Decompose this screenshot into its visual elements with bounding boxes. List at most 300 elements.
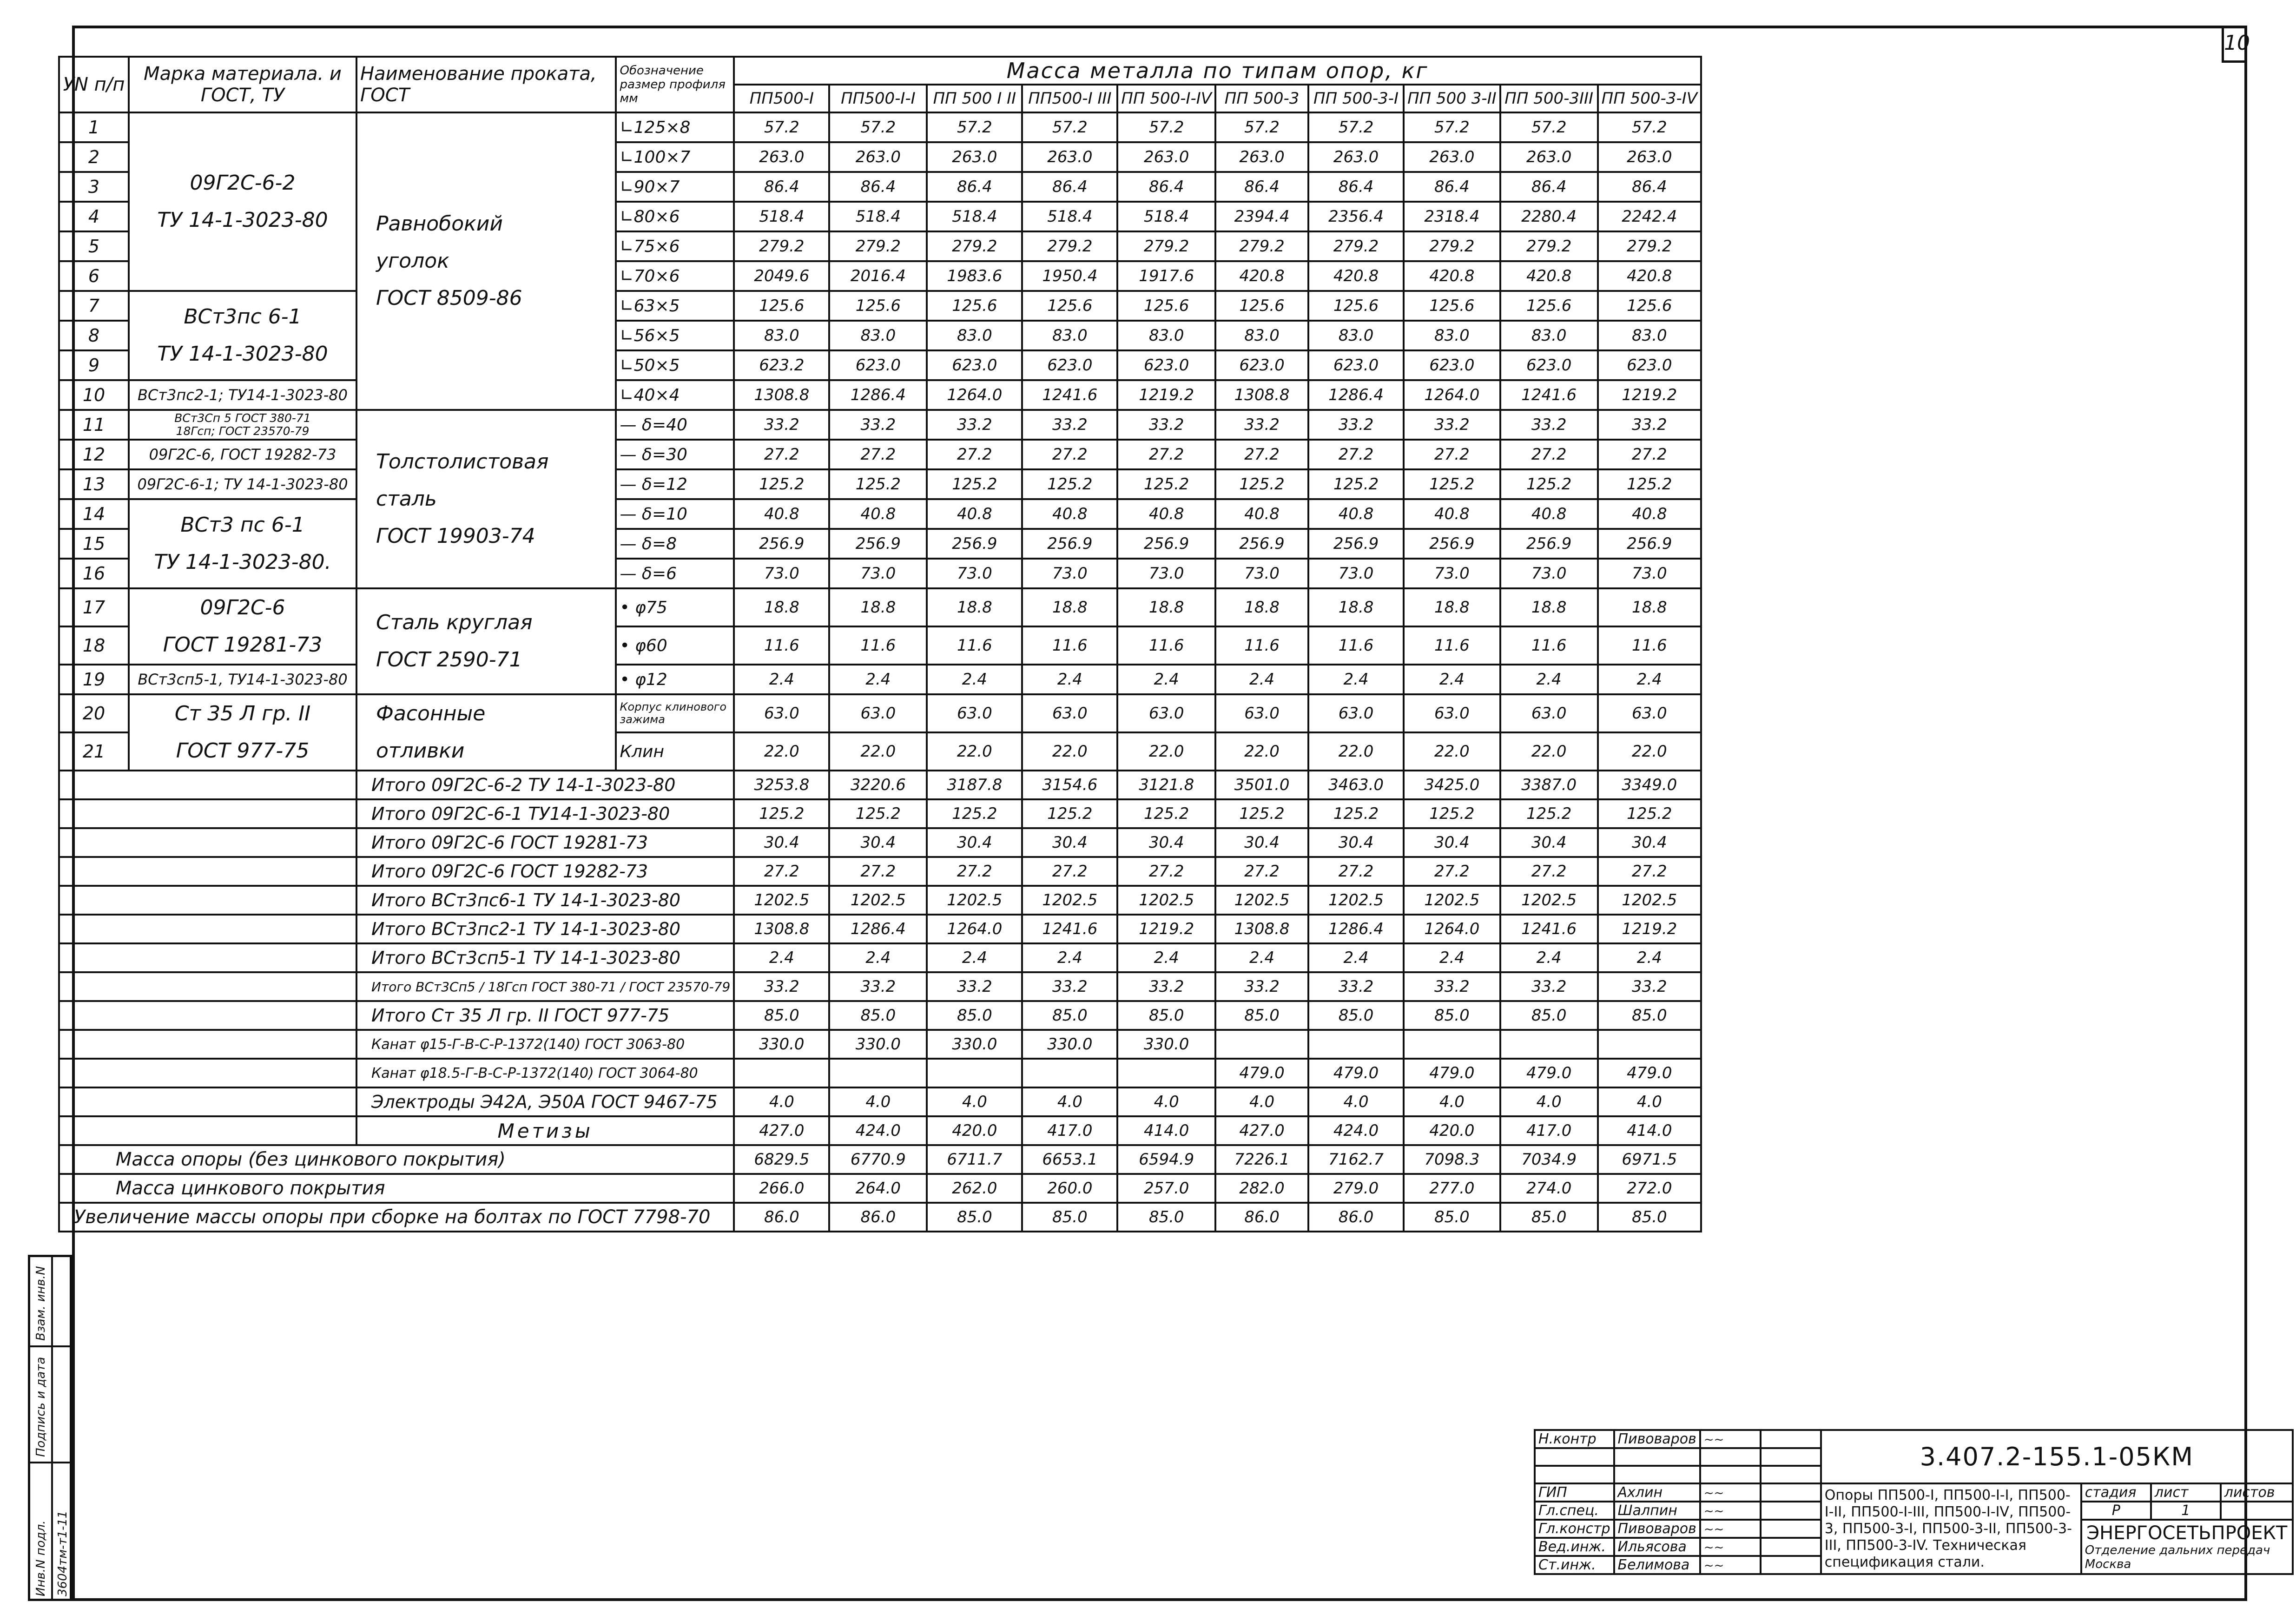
- side-inv-value: 3604тм-т1-11: [56, 1510, 70, 1596]
- total-row: [59, 771, 1701, 799]
- mass-value: 33.2: [1500, 972, 1598, 1001]
- st-inzh-label: Ст.инж.: [1535, 1556, 1614, 1574]
- mass-value: 57.2: [927, 112, 1022, 142]
- mass-value: 420.0: [1404, 1116, 1500, 1145]
- mass-value: 11.6: [829, 626, 927, 665]
- mass-value: 256.9: [1215, 529, 1308, 559]
- mass-value: 623.0: [1404, 350, 1500, 380]
- profile-size: • φ75: [616, 588, 734, 626]
- mass-value: 33.2: [1215, 410, 1308, 440]
- mass-value: 85.0: [1598, 1203, 1701, 1232]
- st-inzh-name: Белимова: [1614, 1556, 1700, 1574]
- mass-value: 3154.6: [1022, 771, 1117, 799]
- mass-value: 40.8: [734, 499, 829, 529]
- table-row: [59, 112, 1701, 142]
- mass-value: 623.0: [1117, 350, 1215, 380]
- mass-value: 414.0: [1117, 1116, 1215, 1145]
- mass-value: 86.0: [1215, 1203, 1308, 1232]
- mass-value: 73.0: [1022, 559, 1117, 588]
- mass-value: 73.0: [927, 559, 1022, 588]
- mass-value: 33.2: [829, 972, 927, 1001]
- mass-value: 6594.9: [1117, 1145, 1215, 1174]
- mass-value: 7226.1: [1215, 1145, 1308, 1174]
- mass-value: 86.4: [1404, 172, 1500, 202]
- mass-value: 264.0: [829, 1174, 927, 1203]
- row-number: 3: [59, 172, 129, 202]
- mass-value: 22.0: [1308, 732, 1404, 771]
- mass-value: 33.2: [1215, 972, 1308, 1001]
- mass-value: 11.6: [1500, 626, 1598, 665]
- total-row: [59, 886, 1701, 915]
- name-text: Фасонные: [376, 702, 486, 725]
- type-header: ПП500-I III: [1022, 85, 1117, 112]
- material-cell: [129, 112, 356, 291]
- mass-value: 30.4: [1500, 828, 1598, 857]
- mass-value: 2280.4: [1500, 202, 1598, 231]
- total-label: Итого ВСт3пс2-1 ТУ 14-1-3023-80: [356, 915, 734, 943]
- metizy-label: Метизы: [356, 1116, 734, 1145]
- mass-value: 2016.4: [829, 261, 927, 291]
- mass-title: Масса металла по типам опор, кг: [734, 57, 1701, 85]
- mass-value: 85.0: [1215, 1001, 1308, 1030]
- mass-value: 420.0: [927, 1116, 1022, 1145]
- mass-value: 18.8: [1404, 588, 1500, 626]
- mass-value: 18.8: [1022, 588, 1117, 626]
- mass-value: 518.4: [1117, 202, 1215, 231]
- material-text: ГОСТ 19281-73: [163, 633, 323, 657]
- mass-value: 125.2: [1215, 469, 1308, 499]
- mass-value: 3425.0: [1404, 771, 1500, 799]
- mass-value: 63.0: [734, 694, 829, 732]
- mass-value: 22.0: [1022, 732, 1117, 771]
- mass-value: 18.8: [1598, 588, 1701, 626]
- col-header-material: Марка материала. и ГОСТ, ТУ: [129, 57, 356, 112]
- mass-value: 420.8: [1215, 261, 1308, 291]
- mass-value: 18.8: [1117, 588, 1215, 626]
- row-number: 7: [59, 291, 129, 321]
- mass-value: 1202.5: [1308, 886, 1404, 915]
- mass-value: 1286.4: [829, 380, 927, 410]
- mass-value: 4.0: [1215, 1087, 1308, 1116]
- mass-value: 518.4: [829, 202, 927, 231]
- mass-value: 279.2: [1022, 231, 1117, 261]
- type-header: ПП 500 I II: [927, 85, 1022, 112]
- total-label: Итого ВСт3сп5-1 ТУ 14-1-3023-80: [356, 943, 734, 972]
- mass-value: 27.2: [1404, 440, 1500, 469]
- mass-value: 3253.8: [734, 771, 829, 799]
- org-city: Москва: [2085, 1557, 2131, 1571]
- mass-value: 83.0: [1215, 321, 1308, 350]
- mass-value: 2356.4: [1308, 202, 1404, 231]
- table-row: [59, 694, 1701, 732]
- mass-value: 479.0: [1500, 1059, 1598, 1087]
- row-number: 19: [59, 665, 129, 694]
- mass-value: 1308.8: [1215, 915, 1308, 943]
- total-label: Итого ВСт3пс6-1 ТУ 14-1-3023-80: [356, 886, 734, 915]
- mass-value: 63.0: [1404, 694, 1500, 732]
- total-label: Итого ВСт3Сп5 / 18Гсп ГОСТ 380-71 / ГОСТ 23570-79: [356, 972, 734, 1001]
- mass-value: 262.0: [927, 1174, 1022, 1203]
- mass-value: 63.0: [1117, 694, 1215, 732]
- mass-value: 22.0: [734, 732, 829, 771]
- mass-value: 18.8: [829, 588, 927, 626]
- mass-value: 420.8: [1598, 261, 1701, 291]
- mass-value: 2.4: [1308, 943, 1404, 972]
- total-row: [59, 828, 1701, 857]
- type-header: ПП 500-3: [1215, 85, 1308, 112]
- type-header: ПП 500-3-I: [1308, 85, 1404, 112]
- mass-value: 3121.8: [1117, 771, 1215, 799]
- mass-value: 2394.4: [1215, 202, 1308, 231]
- mass-value: 86.4: [829, 172, 927, 202]
- mass-value: 623.0: [1598, 350, 1701, 380]
- n-kontr-label: Н.контр: [1535, 1430, 1614, 1448]
- mass-value: 125.2: [1022, 799, 1117, 828]
- mass-value: 86.4: [1500, 172, 1598, 202]
- mass-value: 22.0: [1215, 732, 1308, 771]
- mass-value: 279.2: [1598, 231, 1701, 261]
- mass-value: 125.2: [1404, 799, 1500, 828]
- row-number: 12: [59, 440, 129, 469]
- mass-value: 125.2: [1215, 799, 1308, 828]
- mass-value: 33.2: [1117, 972, 1215, 1001]
- mass-value: 27.2: [1308, 440, 1404, 469]
- mass-value: 11.6: [1404, 626, 1500, 665]
- name-text: ГОСТ 8509-86: [376, 286, 522, 310]
- mass-value: 125.6: [829, 291, 927, 321]
- mass-value: 263.0: [734, 142, 829, 172]
- mass-value: 2.4: [734, 943, 829, 972]
- mass-value: 6711.7: [927, 1145, 1022, 1174]
- mass-value: 73.0: [829, 559, 927, 588]
- profile-size: • φ12: [616, 665, 734, 694]
- table-row: [59, 440, 1701, 469]
- mass-value: 63.0: [1308, 694, 1404, 732]
- mass-value: 623.0: [829, 350, 927, 380]
- total-row: [59, 972, 1701, 1001]
- material-cell: [129, 469, 356, 499]
- mass-value: 420.8: [1308, 261, 1404, 291]
- mass-value: 2.4: [927, 943, 1022, 972]
- profile-size: ∟125×8: [616, 112, 734, 142]
- mass-value: 1264.0: [1404, 380, 1500, 410]
- mass-value: 7162.7: [1308, 1145, 1404, 1174]
- mass-value: 57.2: [1117, 112, 1215, 142]
- mass-value: 85.0: [1500, 1001, 1598, 1030]
- mass-value: 125.6: [1500, 291, 1598, 321]
- rolled-product-name: [356, 588, 616, 694]
- mass-value: 30.4: [734, 828, 829, 857]
- mass-value: 272.0: [1598, 1174, 1701, 1203]
- mass-value: 1219.2: [1117, 915, 1215, 943]
- mass-value: 6653.1: [1022, 1145, 1117, 1174]
- mass-value: 63.0: [927, 694, 1022, 732]
- material-text: ТУ 14-1-3023-80: [157, 208, 328, 232]
- rolled-product-name: [356, 112, 616, 410]
- mass-value: 85.0: [1308, 1001, 1404, 1030]
- mass-value: 22.0: [829, 732, 927, 771]
- material-text: 09Г2С-6-1; ТУ 14-1-3023-80: [137, 475, 348, 493]
- material-cell: [129, 665, 356, 694]
- name-text: Толстолистовая: [376, 450, 549, 474]
- mass-value: 330.0: [927, 1030, 1022, 1059]
- mass-value: 40.8: [1022, 499, 1117, 529]
- mass-value: 125.2: [1022, 469, 1117, 499]
- mass-value: 479.0: [1308, 1059, 1404, 1087]
- mass-value: 1202.5: [1598, 886, 1701, 915]
- row-number: 2: [59, 142, 129, 172]
- mass-value: [1117, 1059, 1215, 1087]
- rolled-product-name: [356, 410, 616, 588]
- material-text: ГОСТ 977-75: [176, 739, 310, 763]
- mass-value: 2.4: [1215, 943, 1308, 972]
- mass-value: 256.9: [1022, 529, 1117, 559]
- mass-value: 125.2: [1117, 469, 1215, 499]
- profile-size: — δ=8: [616, 529, 734, 559]
- mass-value: 57.2: [734, 112, 829, 142]
- mass-value: 279.2: [1500, 231, 1598, 261]
- mass-value: 86.4: [1117, 172, 1215, 202]
- profile-size: Клин: [616, 732, 734, 771]
- mass-value: 85.0: [734, 1001, 829, 1030]
- specification-table: [58, 56, 1702, 1232]
- mass-value: 85.0: [1117, 1203, 1215, 1232]
- mass-value: 27.2: [1022, 857, 1117, 886]
- mass-value: 11.6: [1215, 626, 1308, 665]
- mass-value: 6770.9: [829, 1145, 927, 1174]
- profile-size: ∟100×7: [616, 142, 734, 172]
- mass-value: 1264.0: [1404, 915, 1500, 943]
- mass-value: 1202.5: [1500, 886, 1598, 915]
- mass-value: 27.2: [1500, 440, 1598, 469]
- mass-value: 1308.8: [734, 915, 829, 943]
- mass-value: 424.0: [829, 1116, 927, 1145]
- mass-value: 125.6: [1598, 291, 1701, 321]
- mass-value: 263.0: [1215, 142, 1308, 172]
- mass-value: 1917.6: [1117, 261, 1215, 291]
- side-podpis-label: Подпись и дата: [34, 1357, 48, 1457]
- row-number: 6: [59, 261, 129, 291]
- mass-value: 85.0: [1404, 1001, 1500, 1030]
- mass-value: 22.0: [1598, 732, 1701, 771]
- mass-value: 30.4: [1022, 828, 1117, 857]
- profile-size: — δ=10: [616, 499, 734, 529]
- material-text: ВСт3 пс 6-1: [180, 513, 305, 537]
- organization: [2081, 1520, 2293, 1574]
- mass-value: 256.9: [734, 529, 829, 559]
- mass-value: 256.9: [1500, 529, 1598, 559]
- mass-value: 1219.2: [1117, 380, 1215, 410]
- mass-value: 40.8: [1404, 499, 1500, 529]
- mass-value: 18.8: [1308, 588, 1404, 626]
- metizy-row: [59, 1116, 1701, 1145]
- mass-value: 11.6: [927, 626, 1022, 665]
- mass-value: 2.4: [1117, 665, 1215, 694]
- mass-value: 256.9: [1404, 529, 1500, 559]
- mass-value: 282.0: [1215, 1174, 1308, 1203]
- mass-value: 27.2: [1598, 440, 1701, 469]
- type-header: ПП 500 3-II: [1404, 85, 1500, 112]
- gl-konstr-name: Пивоваров: [1614, 1520, 1700, 1538]
- profile-size: • φ60: [616, 626, 734, 665]
- mass-value: 86.4: [927, 172, 1022, 202]
- profile-size: — δ=6: [616, 559, 734, 588]
- mass-value: 125.2: [829, 469, 927, 499]
- col-header-number: УN п/п: [59, 57, 129, 112]
- mass-value: 27.2: [927, 857, 1022, 886]
- mass-value: 33.2: [1598, 410, 1701, 440]
- material-cell: [129, 291, 356, 380]
- total-row: [59, 1087, 1701, 1116]
- mass-value: 86.4: [734, 172, 829, 202]
- gl-spec-label: Гл.спец.: [1535, 1502, 1614, 1520]
- mass-value: 125.6: [1215, 291, 1308, 321]
- mass-value: 256.9: [829, 529, 927, 559]
- mass-value: 6829.5: [734, 1145, 829, 1174]
- mass-value: 263.0: [1598, 142, 1701, 172]
- mass-value: 27.2: [1404, 857, 1500, 886]
- total-label: Итого 09Г2С-6 ГОСТ 19282-73: [356, 857, 734, 886]
- mass-value: 73.0: [1308, 559, 1404, 588]
- mass-value: 263.0: [1308, 142, 1404, 172]
- mass-value: 57.2: [1022, 112, 1117, 142]
- material-text: ВСт3сп5-1, ТУ14-1-3023-80: [138, 671, 348, 688]
- mass-value: 86.4: [1022, 172, 1117, 202]
- gl-konstr-label: Гл.констр: [1535, 1520, 1614, 1538]
- total-row: [59, 1030, 1701, 1059]
- row-number: 5: [59, 231, 129, 261]
- mass-value: 427.0: [1215, 1116, 1308, 1145]
- mass-value: 33.2: [829, 410, 927, 440]
- mass-value: 414.0: [1598, 1116, 1701, 1145]
- mass-value: 7034.9: [1500, 1145, 1598, 1174]
- table-row: [59, 469, 1701, 499]
- profile-size: ∟75×6: [616, 231, 734, 261]
- name-text: отливки: [376, 739, 465, 763]
- mass-value: 1202.5: [1022, 886, 1117, 915]
- mass-value: 279.2: [829, 231, 927, 261]
- mass-value: 4.0: [1308, 1087, 1404, 1116]
- table-row: [59, 380, 1701, 410]
- mass-value: 125.2: [1404, 469, 1500, 499]
- mass-value: 73.0: [1598, 559, 1701, 588]
- mass-value: 125.6: [1022, 291, 1117, 321]
- total-row: [59, 915, 1701, 943]
- mass-value: 279.2: [1117, 231, 1215, 261]
- row-number: 1: [59, 112, 129, 142]
- mass-value: 1241.6: [1022, 915, 1117, 943]
- org-name: ЭНЕРГОСЕТЬПРОЕКТ: [2086, 1522, 2288, 1544]
- rolled-product-name: [356, 694, 616, 771]
- mass-value: 27.2: [829, 857, 927, 886]
- mass-value: 260.0: [1022, 1174, 1117, 1203]
- mass-value: 125.6: [927, 291, 1022, 321]
- mass-value: 1219.2: [1598, 380, 1701, 410]
- mass-value: 1219.2: [1598, 915, 1701, 943]
- mass-value: 125.2: [1500, 799, 1598, 828]
- mass-value: 40.8: [927, 499, 1022, 529]
- mass-value: 83.0: [1022, 321, 1117, 350]
- mass-value: 125.2: [734, 799, 829, 828]
- mass-value: 518.4: [734, 202, 829, 231]
- mass-value: 479.0: [1404, 1059, 1500, 1087]
- mass-value: 479.0: [1598, 1059, 1701, 1087]
- table-row: [59, 291, 1701, 321]
- mass-value: 33.2: [1308, 972, 1404, 1001]
- material-text: 18Гсп; ГОСТ 23570-79: [176, 424, 310, 438]
- mass-value: 85.0: [829, 1001, 927, 1030]
- type-header: ПП500-I-I: [829, 85, 927, 112]
- mass-value: 27.2: [1117, 440, 1215, 469]
- mass-value: 125.6: [734, 291, 829, 321]
- mass-value: 11.6: [1308, 626, 1404, 665]
- mass-value: 125.6: [1308, 291, 1404, 321]
- mass-value: 420.8: [1500, 261, 1598, 291]
- mass-value: 22.0: [927, 732, 1022, 771]
- type-header: ПП 500-I-IV: [1117, 85, 1215, 112]
- type-header: ПП 500-3-IV: [1598, 85, 1701, 112]
- mass-value: 22.0: [1500, 732, 1598, 771]
- profile-size: ∟63×5: [616, 291, 734, 321]
- name-text: ГОСТ 2590-71: [376, 648, 522, 672]
- mass-value: 57.2: [1308, 112, 1404, 142]
- mass-value: 2.4: [1022, 943, 1117, 972]
- mass-value: 33.2: [1404, 972, 1500, 1001]
- mass-value: 4.0: [1500, 1087, 1598, 1116]
- gip-label: ГИП: [1535, 1483, 1614, 1502]
- mass-value: 1264.0: [927, 380, 1022, 410]
- row-number: 11: [59, 410, 129, 440]
- mass-value: 263.0: [927, 142, 1022, 172]
- col-header-name: Наименование проката, ГОСТ: [356, 57, 616, 112]
- mass-value: 83.0: [1117, 321, 1215, 350]
- total-label: Электроды Э42А, Э50А ГОСТ 9467-75: [356, 1087, 734, 1116]
- row-number: 17: [59, 588, 129, 626]
- mass-value: 4.0: [927, 1087, 1022, 1116]
- mass-value: 73.0: [1500, 559, 1598, 588]
- mass-value: 85.0: [1598, 1001, 1701, 1030]
- list-value: 1: [2151, 1502, 2221, 1520]
- mass-value: 1202.5: [927, 886, 1022, 915]
- side-stamp: [28, 1255, 72, 1601]
- mass-value: 85.0: [1500, 1203, 1598, 1232]
- mass-value: 83.0: [1308, 321, 1404, 350]
- mass-value: 30.4: [1404, 828, 1500, 857]
- mass-value: 33.2: [1308, 410, 1404, 440]
- document-description: Опоры ПП500-I, ПП500-I-I, ПП500-I-II, ПП500-I-III, ПП500-I-IV, ПП500-3, ПП500-3-I, ПП500-3-II, ПП500-3-III, ПП500-3-IV. Техническая спецификация стали.: [1821, 1483, 2081, 1574]
- row-number: 18: [59, 626, 129, 665]
- mass-value: [927, 1059, 1022, 1087]
- name-text: сталь: [376, 487, 437, 511]
- mass-value: 257.0: [1117, 1174, 1215, 1203]
- mass-value: 330.0: [734, 1030, 829, 1059]
- mass-value: 1202.5: [1215, 886, 1308, 915]
- mass-value: 1241.6: [1500, 380, 1598, 410]
- profile-size: ∟50×5: [616, 350, 734, 380]
- mass-value: 125.2: [1598, 469, 1701, 499]
- mass-value: 4.0: [829, 1087, 927, 1116]
- mass-value: 63.0: [1215, 694, 1308, 732]
- mass-value: 57.2: [1500, 112, 1598, 142]
- mass-value: 125.6: [1404, 291, 1500, 321]
- material-cell: [129, 410, 356, 440]
- profile-size: Корпус клинового зажима: [616, 694, 734, 732]
- page-number: 10: [2222, 26, 2247, 63]
- profile-size: ∟70×6: [616, 261, 734, 291]
- mass-value: 2318.4: [1404, 202, 1500, 231]
- mass-value: 1308.8: [1215, 380, 1308, 410]
- row-number: 15: [59, 529, 129, 559]
